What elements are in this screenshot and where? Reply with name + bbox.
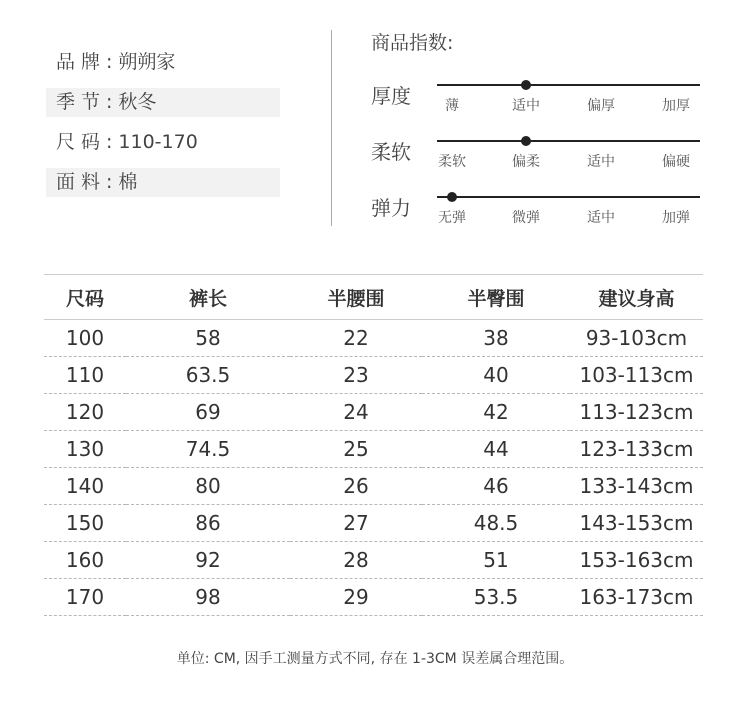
- table-cell: 123-133cm: [570, 431, 703, 468]
- table-cell: 160: [44, 542, 126, 579]
- table-row: [44, 468, 703, 505]
- table-cell: 113-123cm: [570, 394, 703, 431]
- scale-option: 柔软: [438, 154, 466, 170]
- table-cell: 92: [126, 542, 290, 579]
- table-cell: 110: [44, 357, 126, 394]
- product-info-list: [46, 48, 280, 208]
- table-cell: 63.5: [126, 357, 290, 394]
- table-cell: 26: [290, 468, 422, 505]
- scale-option: 适中: [587, 154, 615, 170]
- table-cell: 42: [422, 394, 570, 431]
- table-cell: 44: [422, 431, 570, 468]
- table-cell: 143-153cm: [570, 505, 703, 542]
- table-cell: 22: [290, 320, 422, 357]
- table-row: [44, 320, 703, 357]
- scale-option: 适中: [512, 98, 540, 114]
- scale-track: [437, 84, 700, 86]
- scale-label: 弹力: [371, 196, 411, 220]
- table-row: [44, 505, 703, 542]
- table-cell: 170: [44, 579, 126, 616]
- info-value: 110-170: [118, 131, 198, 153]
- scale-option: 偏硬: [662, 154, 690, 170]
- info-label: 季节: [56, 91, 107, 113]
- table-row: [44, 542, 703, 579]
- scale-track: [437, 196, 700, 198]
- info-separator: :: [106, 131, 113, 153]
- table-cell: 25: [290, 431, 422, 468]
- info-row: [46, 128, 280, 157]
- table-cell: 27: [290, 505, 422, 542]
- table-cell: 74.5: [126, 431, 290, 468]
- table-cell: 133-143cm: [570, 468, 703, 505]
- table-cell: 46: [422, 468, 570, 505]
- table-cell: 120: [44, 394, 126, 431]
- index-scale: [371, 134, 706, 174]
- table-cell: 24: [290, 394, 422, 431]
- info-value: 朔朔家: [118, 51, 176, 73]
- scale-option: 加弹: [662, 210, 690, 226]
- scale-label: 厚度: [371, 84, 411, 108]
- column-header: 半臀围: [422, 275, 570, 320]
- product-index-title: 商品指数:: [371, 32, 454, 54]
- table-cell: 130: [44, 431, 126, 468]
- table-cell: 93-103cm: [570, 320, 703, 357]
- scale-option: 无弹: [438, 210, 466, 226]
- scale-indicator-dot: [521, 80, 531, 90]
- table-cell: 80: [126, 468, 290, 505]
- scale-option: 适中: [587, 210, 615, 226]
- table-cell: 58: [126, 320, 290, 357]
- table-cell: 28: [290, 542, 422, 579]
- scale-option: 偏厚: [587, 98, 615, 114]
- info-label: 品牌: [56, 51, 107, 73]
- table-row: [44, 431, 703, 468]
- column-header: 尺码: [44, 275, 126, 320]
- table-header-row: [44, 275, 703, 320]
- table-cell: 53.5: [422, 579, 570, 616]
- info-value: 秋冬: [118, 91, 157, 113]
- measurement-note: 单位: CM, 因手工测量方式不同, 存在 1-3CM 误差属合理范围。: [176, 651, 574, 667]
- info-label: 面料: [56, 171, 107, 193]
- table-cell: 100: [44, 320, 126, 357]
- scale-option: 加厚: [662, 98, 690, 114]
- vertical-divider: [331, 30, 332, 226]
- table-cell: 38: [422, 320, 570, 357]
- table-cell: 51: [422, 542, 570, 579]
- table-cell: 153-163cm: [570, 542, 703, 579]
- info-value: 棉: [118, 171, 138, 193]
- size-chart-table: [44, 274, 703, 616]
- info-label: 尺码: [56, 131, 107, 153]
- info-row: [46, 168, 280, 197]
- scale-option: 微弹: [512, 210, 540, 226]
- info-separator: :: [106, 51, 113, 73]
- index-scale: [371, 190, 706, 230]
- scale-indicator-dot: [447, 192, 457, 202]
- scale-track: [437, 140, 700, 142]
- table-row: [44, 394, 703, 431]
- table-row: [44, 357, 703, 394]
- table-cell: 163-173cm: [570, 579, 703, 616]
- scale-option: 薄: [445, 98, 459, 114]
- scale-option: 偏柔: [512, 154, 540, 170]
- table-cell: 29: [290, 579, 422, 616]
- scale-indicator-dot: [521, 136, 531, 146]
- table-body: [44, 320, 703, 616]
- table-cell: 69: [126, 394, 290, 431]
- table-cell: 86: [126, 505, 290, 542]
- table-cell: 150: [44, 505, 126, 542]
- index-scale: [371, 78, 706, 118]
- info-separator: :: [106, 91, 113, 113]
- column-header: 裤长: [126, 275, 290, 320]
- table-cell: 98: [126, 579, 290, 616]
- info-row: [46, 88, 280, 117]
- column-header: 建议身高: [570, 275, 703, 320]
- info-separator: :: [106, 171, 113, 193]
- table-row: [44, 579, 703, 616]
- scale-label: 柔软: [371, 140, 411, 164]
- table-cell: 40: [422, 357, 570, 394]
- table-cell: 48.5: [422, 505, 570, 542]
- info-row: [46, 48, 280, 77]
- column-header: 半腰围: [290, 275, 422, 320]
- table-cell: 140: [44, 468, 126, 505]
- table-cell: 23: [290, 357, 422, 394]
- table-cell: 103-113cm: [570, 357, 703, 394]
